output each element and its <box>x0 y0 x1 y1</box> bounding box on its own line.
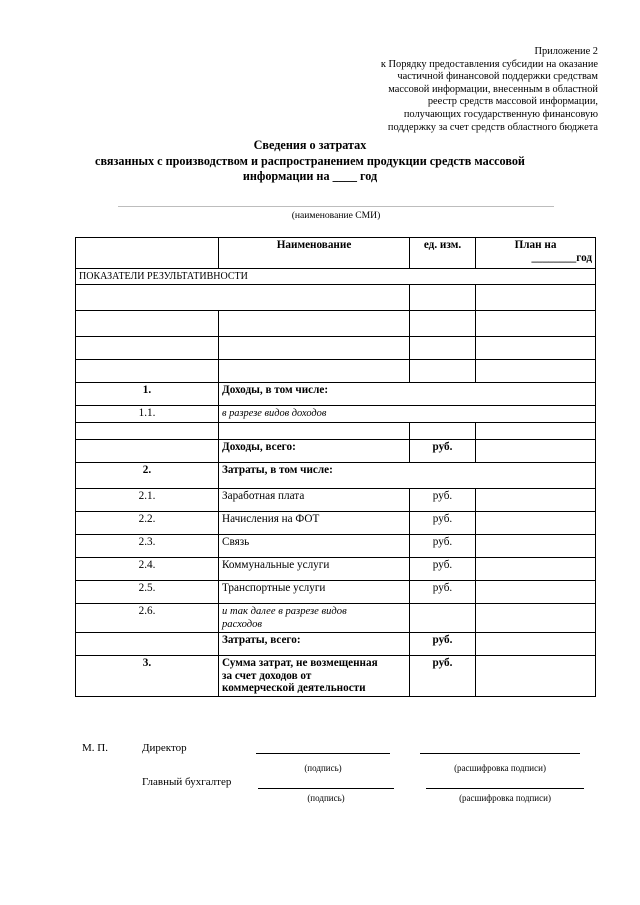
uncovered-unit: руб. <box>410 656 476 697</box>
director-label: Директор <box>142 742 187 754</box>
table-cell <box>476 535 596 558</box>
table-cell <box>219 311 410 337</box>
expense-other-line2: расходов <box>222 619 263 630</box>
expenses-total-unit: руб. <box>410 633 476 656</box>
row-number: 2.2. <box>76 512 219 535</box>
header-plan-line2: ________год <box>531 252 592 264</box>
income-sub-text: в разрезе видов доходов <box>219 406 596 423</box>
header-cell-empty <box>76 238 219 269</box>
title-line-1: Сведения о затратах <box>253 138 367 152</box>
table-cell <box>219 360 410 383</box>
table-cell <box>410 285 476 311</box>
table-cell <box>76 337 219 360</box>
uncovered-text <box>219 656 410 697</box>
cost-table <box>75 237 596 697</box>
expense-unit: руб. <box>410 512 476 535</box>
table-cell <box>76 285 410 311</box>
accountant-signature-caption: (подпись) <box>307 793 345 803</box>
expense-other-row <box>76 604 596 633</box>
uncovered-line3: коммерческой деятельности <box>222 682 366 694</box>
table-cell <box>476 285 596 311</box>
stamp-label: М. П. <box>82 742 108 754</box>
accountant-label: Главный бухгалтер <box>142 776 232 788</box>
income-title: Доходы, в том числе: <box>219 383 596 406</box>
section-title: ПОКАЗАТЕЛИ РЕЗУЛЬТАТИВНОСТИ <box>76 269 596 285</box>
table-row <box>76 311 596 337</box>
expense-row <box>76 512 596 535</box>
director-signature-caption: (подпись) <box>304 763 342 773</box>
row-number: 2.6. <box>76 604 219 633</box>
table-cell <box>476 440 596 463</box>
appendix-line: получающих государственную финансовую <box>403 108 598 120</box>
document-title <box>95 138 525 185</box>
title-line-2: связанных с производством и распространением продукции средств массовой <box>95 153 525 168</box>
expense-unit: руб. <box>410 535 476 558</box>
expenses-title-row <box>76 463 596 489</box>
section-row <box>76 269 596 285</box>
row-number: 2.3. <box>76 535 219 558</box>
expense-name: Коммунальные услуги <box>219 558 410 581</box>
appendix-line: частичной финансовой поддержки средствам <box>397 71 598 83</box>
uncovered-line2: за счет доходов от <box>222 669 312 682</box>
expense-row <box>76 558 596 581</box>
uncovered-row <box>76 656 596 697</box>
table-cell <box>76 311 219 337</box>
expense-unit: руб. <box>410 581 476 604</box>
table-cell <box>410 311 476 337</box>
table-row <box>76 360 596 383</box>
header-plan-line1: План на <box>514 239 557 251</box>
accountant-decode-line <box>426 788 584 789</box>
smi-name-line <box>118 206 554 207</box>
table-row <box>76 285 596 311</box>
table-cell <box>476 489 596 512</box>
table-cell <box>476 512 596 535</box>
director-signature-line <box>256 753 390 754</box>
table-cell <box>219 337 410 360</box>
income-title-row <box>76 383 596 406</box>
table-row <box>76 423 596 440</box>
table-cell <box>76 440 219 463</box>
appendix-line: реестр средств массовой информации, <box>427 96 598 108</box>
table-cell <box>76 423 219 440</box>
row-number: 1.1. <box>76 406 219 423</box>
table-cell <box>476 633 596 656</box>
table-cell <box>476 558 596 581</box>
appendix-line: Приложение 2 <box>534 46 598 57</box>
table-cell <box>76 360 219 383</box>
director-decode-line <box>420 753 580 754</box>
expense-other-line1: и так далее в разрезе видов <box>222 606 347 617</box>
table-cell <box>410 604 476 633</box>
row-number: 2.5. <box>76 581 219 604</box>
expenses-title: Затраты, в том числе: <box>219 463 596 489</box>
appendix-line: массовой информации, внесенным в областной <box>388 83 598 95</box>
expense-name: Связь <box>219 535 410 558</box>
row-number: 2.1. <box>76 489 219 512</box>
table-cell <box>76 633 219 656</box>
table-cell <box>410 423 476 440</box>
table-cell <box>410 337 476 360</box>
expense-row <box>76 581 596 604</box>
smi-caption: (наименование СМИ) <box>291 210 381 221</box>
table-header-row <box>76 238 596 269</box>
table-row <box>76 337 596 360</box>
expense-unit: руб. <box>410 489 476 512</box>
accountant-decode-caption: (расшифровка подписи) <box>459 793 551 803</box>
table-cell <box>476 337 596 360</box>
row-number: 2. <box>76 463 219 489</box>
table-cell <box>476 360 596 383</box>
row-number: 2.4. <box>76 558 219 581</box>
accountant-signature-line <box>258 788 394 789</box>
income-total-label: Доходы, всего: <box>219 440 410 463</box>
expense-unit: руб. <box>410 558 476 581</box>
appendix-line: поддержку за счет средств областного бюджета <box>387 121 598 133</box>
expense-name: Начисления на ФОТ <box>219 512 410 535</box>
header-unit: ед. изм. <box>410 238 476 269</box>
expense-row <box>76 489 596 512</box>
expense-row <box>76 535 596 558</box>
expense-name: Заработная плата <box>219 489 410 512</box>
row-number: 1. <box>76 383 219 406</box>
expense-name: Транспортные услуги <box>219 581 410 604</box>
table-cell <box>219 423 410 440</box>
director-decode-caption: (расшифровка подписи) <box>454 763 546 773</box>
expense-other-text <box>219 604 410 633</box>
table-cell <box>476 656 596 697</box>
row-number: 3. <box>76 656 219 697</box>
income-total-unit: руб. <box>410 440 476 463</box>
expenses-total-row <box>76 633 596 656</box>
header-plan <box>476 238 596 269</box>
appendix-header <box>328 46 598 134</box>
uncovered-line1: Сумма затрат, не возмещенная <box>222 657 378 669</box>
title-line-3: информации на ____ год <box>242 169 378 183</box>
income-total-row <box>76 440 596 463</box>
table-cell <box>476 581 596 604</box>
table-cell <box>410 360 476 383</box>
table-cell <box>476 423 596 440</box>
table-cell <box>476 604 596 633</box>
appendix-line: к Порядку предоставления субсидии на оказание <box>380 58 598 70</box>
income-sub-row <box>76 406 596 423</box>
expenses-total-label: Затраты, всего: <box>219 633 410 656</box>
header-name: Наименование <box>219 238 410 269</box>
table-cell <box>476 311 596 337</box>
